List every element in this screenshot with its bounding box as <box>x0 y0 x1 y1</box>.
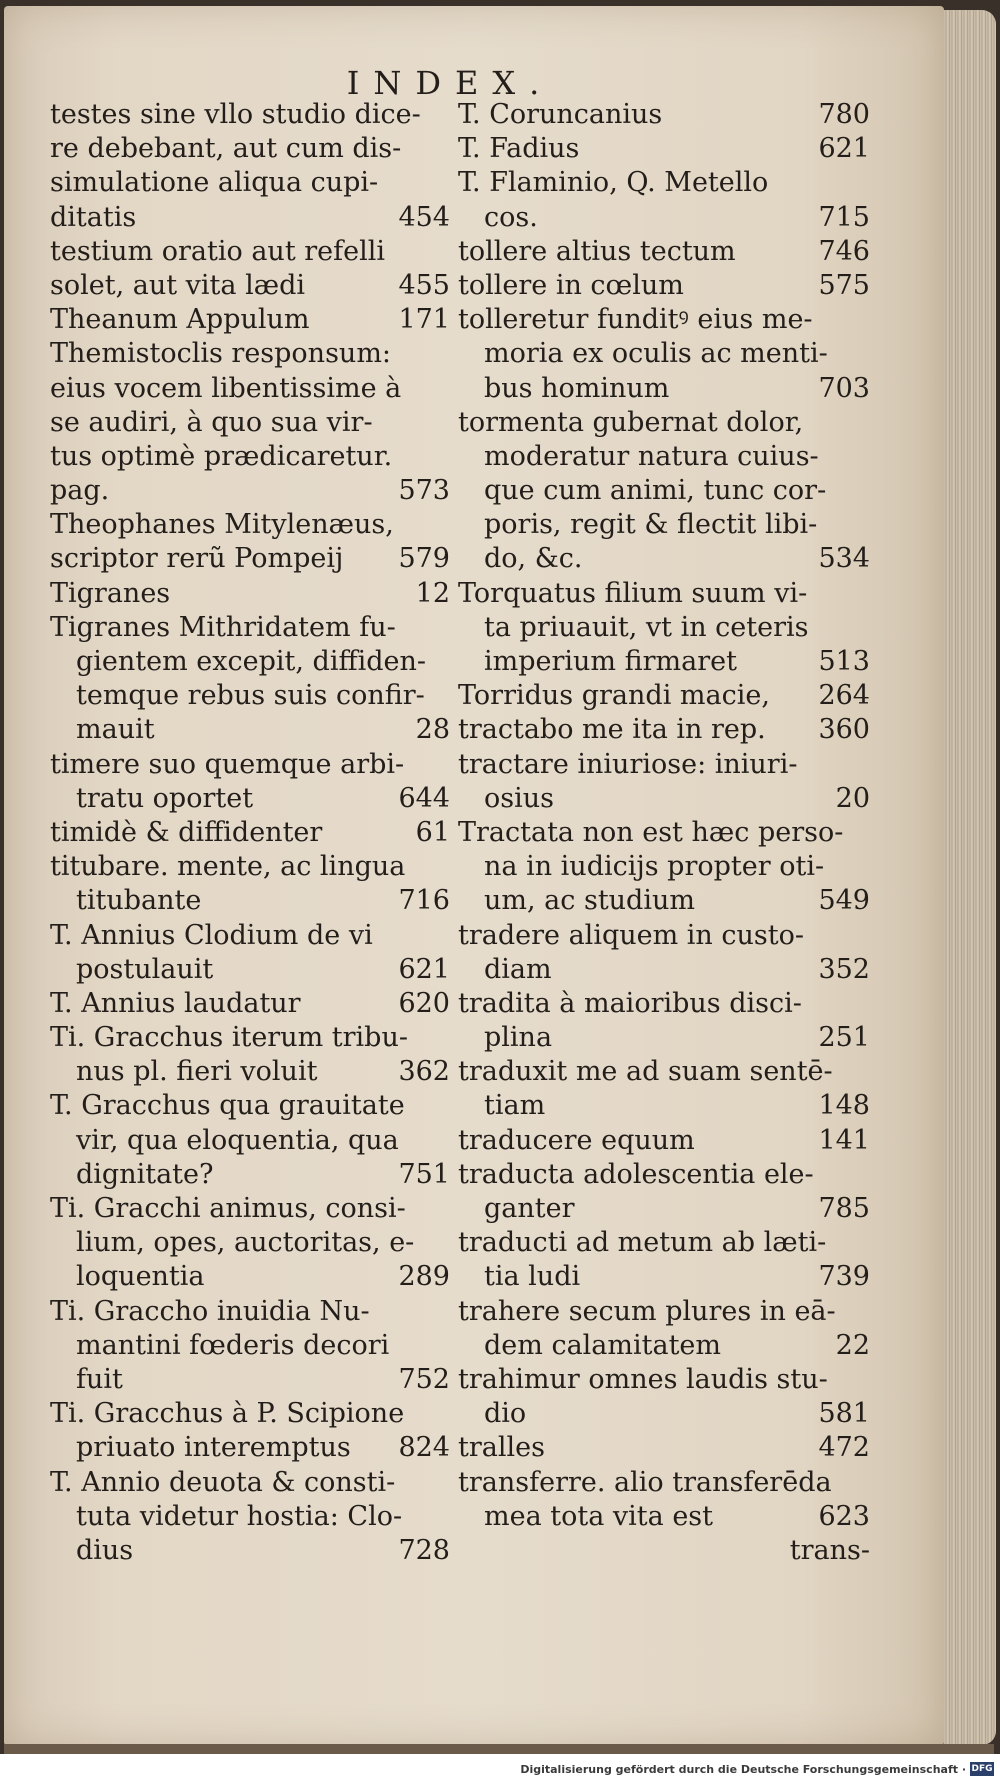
entry-text: eius vocem libentissime à <box>50 372 402 404</box>
page-number: 472 <box>818 1432 870 1464</box>
index-entry-line <box>458 611 870 645</box>
index-entry-line <box>458 1397 870 1431</box>
entry-text: titubante <box>76 885 202 917</box>
index-entry-line <box>50 1431 450 1465</box>
index-entry-line <box>458 1192 870 1226</box>
index-entry-line <box>458 713 870 747</box>
entry-text: T. Gracchus qua grauitate <box>50 1090 405 1122</box>
index-entry-line <box>50 1089 450 1123</box>
entry-text: poris, regit & flectit libi- <box>484 509 818 541</box>
index-entry-line <box>50 98 450 132</box>
footer-credit: Digitalisierung gefördert durch die Deutsche Forschungsgemeinschaft · <box>520 1763 966 1776</box>
index-entry-line <box>50 850 450 884</box>
index-entry-line <box>50 337 450 371</box>
entry-text: tractare iniuriose: iniuri- <box>458 748 798 780</box>
entry-text: dio <box>484 1398 527 1430</box>
index-entry-line <box>50 132 450 166</box>
index-column-right <box>458 98 870 1568</box>
page-bottom-edge <box>4 1744 994 1754</box>
page-number: 751 <box>398 1158 450 1190</box>
entry-text: transferre. alio transferēda <box>458 1466 832 1498</box>
page-number: 785 <box>818 1193 870 1224</box>
index-entry-line <box>458 679 870 713</box>
index-entry-line <box>458 748 870 782</box>
index-entry-line <box>50 201 450 235</box>
entry-text: ta priuauit, vt in ceteris <box>484 611 809 643</box>
index-entry-line <box>458 508 870 542</box>
index-entry-line <box>458 1089 870 1123</box>
entry-text: dius <box>76 1534 134 1566</box>
index-entry-line <box>458 372 870 406</box>
index-entry-line <box>50 919 450 953</box>
index-entry-line <box>50 1534 450 1568</box>
index-entry-line <box>458 474 870 508</box>
entry-text: timere suo quemque arbi- <box>50 748 405 780</box>
entry-text: Ti. Graccho inuidia Nu- <box>50 1295 370 1327</box>
page-number: 715 <box>818 201 870 233</box>
page-number: 264 <box>818 680 870 712</box>
entry-text: loquentia <box>76 1261 205 1293</box>
page-number: 513 <box>818 646 870 677</box>
entry-text: cos. <box>484 201 538 233</box>
index-entry-line <box>458 850 870 884</box>
entry-text: tralles <box>458 1432 545 1464</box>
entry-text: nus pl. fieri voluit <box>76 1056 318 1088</box>
entry-text: moderatur natura cuius- <box>484 440 819 472</box>
index-entry-line <box>458 542 870 576</box>
index-entry-line <box>50 987 450 1021</box>
index-entry-line <box>458 1055 870 1089</box>
entry-text: Torridus grandi macie, <box>458 680 770 712</box>
entry-text: T. Annius Clodium de vi <box>50 919 373 951</box>
index-entry-line <box>458 98 870 132</box>
index-entry-line <box>50 1329 450 1363</box>
index-entry-line <box>458 201 870 235</box>
page-number: trans- <box>789 1534 870 1566</box>
entry-text: fuit <box>76 1363 123 1395</box>
index-entry-line <box>458 1021 870 1055</box>
index-entry-line <box>50 1124 450 1158</box>
index-entry-line <box>50 372 450 406</box>
index-entry-line <box>50 748 450 782</box>
page-number: 360 <box>818 714 870 746</box>
entry-text: imperium firmaret <box>484 646 737 677</box>
entry-text: tollere altius tectum <box>458 235 736 267</box>
index-entry-line <box>458 1363 870 1397</box>
index-entry-line <box>458 919 870 953</box>
page-number: 746 <box>818 235 870 267</box>
running-head: INDEX. <box>346 64 554 102</box>
index-entry-line <box>458 577 870 611</box>
page-number: 752 <box>398 1363 450 1395</box>
index-entry-line <box>50 542 450 576</box>
page-number: 780 <box>818 99 870 130</box>
page-fore-edge <box>944 10 996 1745</box>
index-entry-line <box>50 611 450 645</box>
page-number: 579 <box>398 543 450 575</box>
entry-text: Theanum Appulum <box>50 304 310 336</box>
entry-text: titubare. mente, ac lingua <box>50 851 406 883</box>
page-number: 824 <box>398 1432 450 1464</box>
entry-text: solet, aut vita lædi <box>50 269 306 301</box>
index-entry-line <box>50 508 450 542</box>
index-entry-line <box>50 953 450 987</box>
entry-text: scriptor rerũ Pompeij <box>50 543 344 575</box>
page-number: 623 <box>818 1500 870 1532</box>
entry-text: tradita à maioribus disci- <box>458 987 802 1019</box>
index-entry-line <box>50 713 450 747</box>
index-entry-line <box>458 1500 870 1534</box>
page-number: 581 <box>818 1398 870 1430</box>
page-number: 251 <box>818 1022 870 1054</box>
entry-text: tuta videtur hostia: Clo- <box>76 1500 403 1532</box>
page-number: 621 <box>818 133 870 165</box>
page-number: 22 <box>835 1329 870 1361</box>
index-entry-line <box>458 303 870 337</box>
index-entry-line <box>458 816 870 850</box>
entry-text: pag. <box>50 475 110 507</box>
page-number: 575 <box>818 269 870 301</box>
page-number: 352 <box>818 953 870 985</box>
entry-text: Tractata non est hæc perso- <box>458 816 844 848</box>
entry-text: traducere equum <box>458 1124 695 1156</box>
entry-text: trahere secum plures in eā- <box>458 1295 836 1327</box>
page-number: 289 <box>398 1261 450 1293</box>
index-entry-line <box>458 1534 870 1568</box>
entry-text: Themistoclis responsum: <box>50 338 392 370</box>
entry-text: se audiri, à quo sua vir- <box>50 406 373 438</box>
entry-text: simulatione aliqua cupi- <box>50 167 379 199</box>
page-number: 362 <box>398 1056 450 1088</box>
index-entry-line <box>50 1055 450 1089</box>
entry-text: bus hominum <box>484 372 670 404</box>
entry-text: que cum animi, tunc cor- <box>484 475 827 507</box>
page-number: 455 <box>398 269 450 301</box>
entry-text: Torquatus filium suum vi- <box>458 577 808 609</box>
index-entry-line <box>458 1466 870 1500</box>
page-number: 716 <box>398 885 450 917</box>
entry-text: tus optimè prædicaretur. <box>50 440 393 472</box>
index-entry-line <box>50 645 450 679</box>
entry-text: tollere in cœlum <box>458 269 684 301</box>
index-entry-line <box>50 1466 450 1500</box>
dfg-logo: DFG <box>971 1764 993 1774</box>
index-entry-line <box>458 166 870 200</box>
entry-text: traducti ad metum ab læti- <box>458 1227 827 1259</box>
index-entry-line <box>458 953 870 987</box>
entry-text: testes sine vllo studio dice- <box>50 99 421 130</box>
entry-text: gientem excepit, diffiden- <box>76 646 427 677</box>
entry-text: tia ludi <box>484 1261 581 1293</box>
entry-text: timidè & diffidenter <box>50 816 323 848</box>
index-entry-line <box>50 1260 450 1294</box>
footer-bar <box>0 1754 1000 1784</box>
entry-text: T. Fadius <box>458 133 580 165</box>
entry-text: lium, opes, auctoritas, e- <box>76 1227 415 1259</box>
entry-text: traduxit me ad suam sentē- <box>458 1056 833 1088</box>
index-entry-line <box>458 884 870 918</box>
entry-text: osius <box>484 782 554 814</box>
entry-text: Tigranes <box>50 577 171 609</box>
page-number: 573 <box>398 475 450 507</box>
index-entry-line <box>458 1226 870 1260</box>
index-entry-line <box>458 645 870 679</box>
entry-text: dem calamitatem <box>484 1329 722 1361</box>
index-entry-line <box>50 1192 450 1226</box>
entry-text: Ti. Gracchus à P. Scipione <box>50 1398 405 1430</box>
entry-text: dignitate? <box>76 1158 214 1190</box>
index-entry-line <box>50 1158 450 1192</box>
entry-text: temque rebus suis confir- <box>76 680 425 712</box>
page-number: 141 <box>818 1124 870 1156</box>
entry-text: traducta adolescentia ele- <box>458 1158 814 1190</box>
index-entry-line <box>458 132 870 166</box>
index-entry-line <box>458 269 870 303</box>
index-entry-line <box>50 679 450 713</box>
page-number: 739 <box>818 1261 870 1293</box>
entry-text: Ti. Gracchus iterum tribu- <box>50 1022 408 1054</box>
entry-text: mea tota vita est <box>484 1500 713 1532</box>
index-entry-line <box>50 1226 450 1260</box>
index-entry-line <box>458 1295 870 1329</box>
entry-text: tratu oportet <box>76 782 254 814</box>
page-number: 620 <box>398 987 450 1019</box>
page-number: 20 <box>835 782 870 814</box>
index-entry-line <box>458 235 870 269</box>
entry-text: priuato interemptus <box>76 1432 351 1464</box>
entry-text: diam <box>484 953 552 985</box>
entry-text: tiam <box>484 1090 546 1122</box>
page-number: 644 <box>398 782 450 814</box>
index-entry-line <box>458 337 870 371</box>
entry-text: ditatis <box>50 201 137 233</box>
index-entry-line <box>458 1329 870 1363</box>
entry-text: na in iudicijs propter oti- <box>484 851 825 883</box>
entry-text: T. Annio deuota & consti- <box>50 1466 396 1498</box>
page-number: 12 <box>415 577 450 609</box>
page-number: 534 <box>818 543 870 575</box>
index-entry-line <box>458 440 870 474</box>
index-entry-line <box>50 303 450 337</box>
entry-text: tractabo me ita in rep. <box>458 714 766 746</box>
index-entry-line <box>50 1363 450 1397</box>
entry-text: Tigranes Mithridatem fu- <box>50 611 396 643</box>
page-number: 728 <box>398 1534 450 1566</box>
index-entry-line <box>50 1021 450 1055</box>
index-entry-line <box>458 406 870 440</box>
entry-text: Ti. Gracchi animus, consi- <box>50 1193 406 1224</box>
index-entry-line <box>458 1431 870 1465</box>
entry-text: T. Coruncanius <box>458 99 663 130</box>
index-entry-line <box>50 166 450 200</box>
page-number: 454 <box>398 201 450 233</box>
entry-text: vir, qua eloquentia, qua <box>76 1124 399 1156</box>
entry-text: um, ac studium <box>484 885 695 917</box>
page-number: 621 <box>398 953 450 985</box>
entry-text: mantini fœderis decori <box>76 1329 390 1361</box>
entry-text: mauit <box>76 714 155 746</box>
entry-text: testium oratio aut refelli <box>50 235 386 267</box>
page-number: 703 <box>818 372 870 404</box>
index-entry-line <box>50 884 450 918</box>
index-column-left <box>50 98 450 1568</box>
index-entry-line <box>458 782 870 816</box>
entry-text: Theophanes Mitylenæus, <box>50 509 394 541</box>
entry-text: trahimur omnes laudis stu- <box>458 1363 828 1395</box>
entry-text: tradere aliquem in custo- <box>458 919 804 951</box>
index-entry-line <box>458 1260 870 1294</box>
entry-text: ganter <box>484 1193 575 1224</box>
index-entry-line <box>50 577 450 611</box>
index-entry-line <box>50 1500 450 1534</box>
page-number: 28 <box>415 714 450 746</box>
entry-text: T. Flaminio, Q. Metello <box>458 167 769 199</box>
entry-text: moria ex oculis ac menti- <box>484 338 828 370</box>
index-entry-line <box>50 1295 450 1329</box>
entry-text: plina <box>484 1022 553 1054</box>
index-entry-line <box>50 1397 450 1431</box>
entry-text: tolleretur funditꝰ eius me- <box>458 304 813 336</box>
index-entry-line <box>50 235 450 269</box>
index-entry-line <box>458 987 870 1021</box>
index-entry-line <box>50 816 450 850</box>
entry-text: re debebant, aut cum dis- <box>50 133 402 165</box>
entry-text: T. Annius laudatur <box>50 987 301 1019</box>
page-number: 61 <box>415 816 450 848</box>
entry-text: do, &c. <box>484 543 583 575</box>
page-number: 549 <box>818 885 870 917</box>
index-entry-line <box>50 269 450 303</box>
index-entry-line <box>50 406 450 440</box>
index-entry-line <box>50 440 450 474</box>
page-number: 148 <box>818 1090 870 1122</box>
page-number: 171 <box>398 304 450 336</box>
entry-text: postulauit <box>76 953 214 985</box>
entry-text: tormenta gubernat dolor, <box>458 406 804 438</box>
index-entry-line <box>458 1158 870 1192</box>
index-entry-line <box>50 474 450 508</box>
index-entry-line <box>458 1124 870 1158</box>
index-entry-line <box>50 782 450 816</box>
